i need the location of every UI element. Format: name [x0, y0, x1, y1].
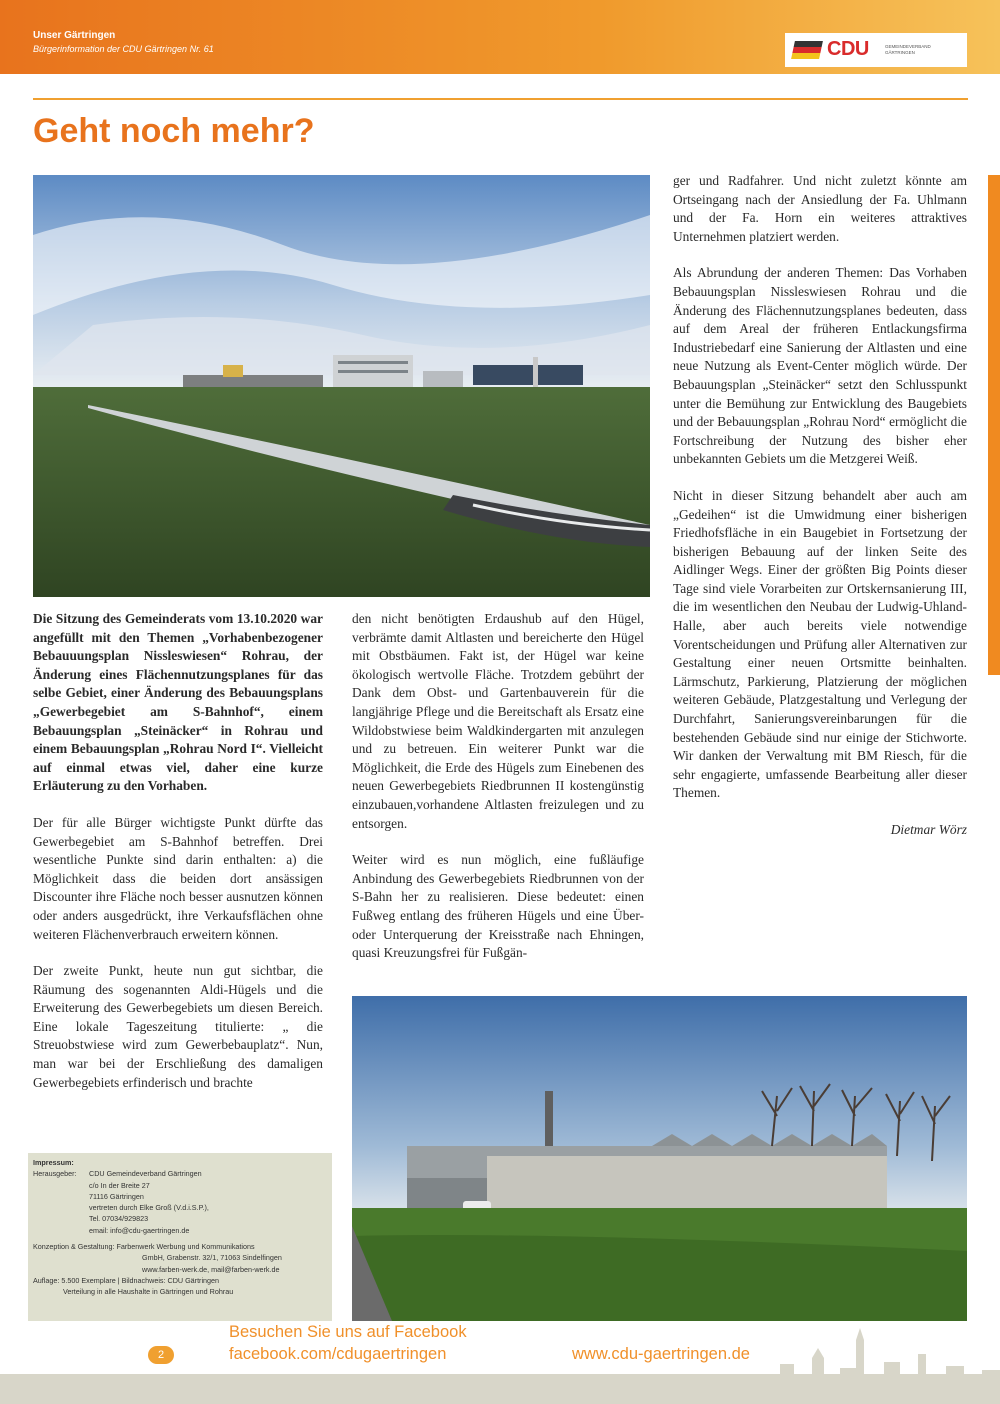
magazine-subtitle: Bürgerinformation der CDU Gärtringen Nr. 61 [33, 44, 214, 54]
article-lead: Die Sitzung des Gemeinderats vom 13.10.2020 war angefüllt mit den Themen „Vorhabenbezogener Bebauuungsplan Nissleswiesen“ Rohrau, der Änderung eines Flächennutzungsplanes für das selbe Gebiet, einer Änderung des Bebauungsplans „Gewerbegebiet am S-Bahnhof“, einem Bebauungsplan „Steinäcker“ in Rohrau und einem Bebauungsplan „Rohrau Nord I“. Vielleicht auf einmal etwas viel, daher eine kurze Erläuterung zu den Vorhaben. [33, 611, 323, 794]
article-paragraph: Der zweite Punkt, heute nun gut sichtbar, die Räumung des sogenannten Aldi-Hügels und die Erweiterung des Gewerbegebiets um diesen Bereich. Eine lokale Tageszeitung titulierte: „ die Streuobstwiese wird zum Gewerbebauplatz“. Nun, man war bei der Erschließung des damaligen Gewerbegebiets erfinderisch und brachte [33, 963, 323, 1090]
article-column-2 [352, 610, 644, 981]
impressum-line: c/o In der Breite 27 [89, 1180, 150, 1190]
impressum-distribution: Verteilung in alle Haushalte in Gärtringen und Rohrau [63, 1287, 234, 1297]
impressum-line: vertreten durch Elke Groß (V.d.i.S.P.), [89, 1203, 209, 1213]
impressum-line: GmbH, Grabenstr. 32/1, 71063 Sindelfingen [142, 1253, 282, 1263]
town-skyline-illustration [760, 1318, 1000, 1404]
impressum-design: Konzeption & Gestaltung: Farbenwerk Werbung und Kommunikations [33, 1242, 255, 1252]
cdu-logo [785, 33, 967, 67]
building-photo [352, 996, 967, 1321]
article-title: Geht noch mehr? [33, 112, 315, 150]
cdu-logo-subtext [885, 44, 931, 56]
field-photo [33, 175, 650, 597]
article-author: Dietmar Wörz [890, 822, 967, 837]
impressum-print: Auflage: 5.500 Exemplare | Bildnachweis: CDU Gärtringen [33, 1275, 220, 1285]
impressum-publisher-label: Herausgeber: [33, 1169, 77, 1179]
impressum-publisher [33, 1168, 327, 1236]
impressum-line: email: info@cdu-gaertringen.de [89, 1225, 190, 1235]
impressum-publisher-lines [89, 1168, 209, 1236]
cdu-logo-sub1: GEMEINDEVERBAND [885, 44, 931, 49]
cdu-flag-icon [791, 41, 823, 59]
magazine-title: Unser Gärtringen [33, 30, 116, 41]
cdu-logo-text: CDU [827, 38, 869, 60]
article-paragraph: Als Abrundung der anderen Themen: Das Vorhaben Bebauungsplan Nissleswiesen Rohrau und die Änderung des Flächennutzungsplanes bedeuten, dass auf dem Areal der früheren Entlackungsfirma Industriebedarf eine Sanierung der Altlasten und eine neue Nutzung als Event-Center möglich würde. Der Bebauungsplan „Steinäcker“ setzt den Schlusspunkt unter die Bemühung zur Entwicklung des Baugebiets und der Bebauungsplan „Rohrau Nord“ ermöglicht die Fortschreibung der Nutzung des bisher eher unbekannten Gebiets um die Metzgerei Weiß. [673, 265, 967, 467]
article-column-3 [673, 172, 967, 858]
impressum-heading: Impressum: [33, 1158, 74, 1167]
divider-rule [33, 98, 968, 100]
website-link[interactable]: www.cdu-gaertringen.de [572, 1345, 750, 1363]
side-tab-marker [988, 175, 1000, 675]
article-paragraph: den nicht benötigten Erdaushub auf den Hügel, verbrämte damit Altlasten und bereicherte den Hügel mit Obstbäumen. Fakt ist, der Hügel war keine ökologisch wertvolle Fläche. Trotzdem gebührt der Dank dem Obst- und Gartenbauverein für die langjährige Pflege und die Bereitschaft als Ersatz eine Wildobstwiese beim Waldkindergarten mit anzulegen und zu betreuen. Ein weiterer Punkt war die Möglichkeit, die Erde des Hügels zum Einebenen des neuen Gewerbegebiets Riedbrunnen II kostengünstig einzubauen,vorhandene Altlasten freizulegen und zu entsorgen. [352, 611, 644, 831]
article-paragraph: Weiter wird es nun möglich, eine fußläufige Anbindung des Gewerbegebiets Riedbrunnen von der S-Bahn her zu realisieren. Diese bedeutet: einen Fußweg entlang des früheren Hügels und eine Über- oder Unterquerung der Kreisstraße nach Ehningen, quasi Kreuzungsfrei für Fußgän- [352, 852, 644, 961]
impressum-line: 71116 Gärtringen [89, 1191, 144, 1201]
cdu-logo-sub2: GÄRTRINGEN [885, 50, 915, 55]
article-column-1 [33, 610, 323, 1110]
article-paragraph: Nicht in dieser Sitzung behandelt aber auch am „Gedeihen“ ist die Umwidmung einer bisherigen Friedhofsfläche in ein Baugebiet in Fortsetzung der bisherigen Bebauung auf der linken Seite des Aidlinger Wegs. Einer der größten Big Points dieser Tage sind viele Vorarbeiten zur Ortskernsanierung III, die im wesentlichen den Neubau der Ludwig-Uhland-Halle, aber auch bereits viele notwendige Vorentscheidungen und Prüfung aller Alternativen zur Gestaltung einer neuen Ortsmitte beinhalten. Lärmschutz, Parkierung, Platzierung der möglichen weiteren Gebäude, Platzgestaltung und Verlegung der Durchfahrt, Sanierungsvereinbarungen für die bestehenden Gebäude sind nur einige der Stichworte. Wir danken der Verwaltung mit BM Riesch, für die sehr engagierte, umfassende Bearbeitung aller dieser Themen. [673, 487, 967, 801]
impressum-line: CDU Gemeindeverband Gärtringen [89, 1169, 202, 1179]
impressum-line: Tel. 07034/929823 [89, 1214, 149, 1224]
impressum-line: www.farben-werk.de, mail@farben-werk.de [142, 1264, 280, 1274]
article-paragraph: Der für alle Bürger wichtigste Punkt dürfte das Gewerbegebiet am S-Bahnhof betreffen. Drei wesentliche Punkte sind darin enthalten: a) die Möglichkeit dass die beiden dort ansässigen Discounter ihre Fläche noch besser ausnutzen können oder anders ausgedrückt, ihre Verkaufsflächen ohne weiteren Flächenverbrauch erweitern können. [33, 814, 323, 942]
article-paragraph: ger und Radfahrer. Und nicht zuletzt könnte am Ortseingang nach der Ansiedlung der Fa. Uhlmann und der Fa. Horn ein weiteres attraktives Unternehmen platziert werden. [673, 173, 967, 244]
page-number-badge: 2 [148, 1346, 174, 1364]
facebook-invite: Besuchen Sie uns auf Facebook [229, 1323, 467, 1341]
header-band [0, 0, 1000, 74]
facebook-link[interactable]: facebook.com/cdugaertringen [229, 1345, 447, 1363]
impressum-box [28, 1153, 332, 1321]
